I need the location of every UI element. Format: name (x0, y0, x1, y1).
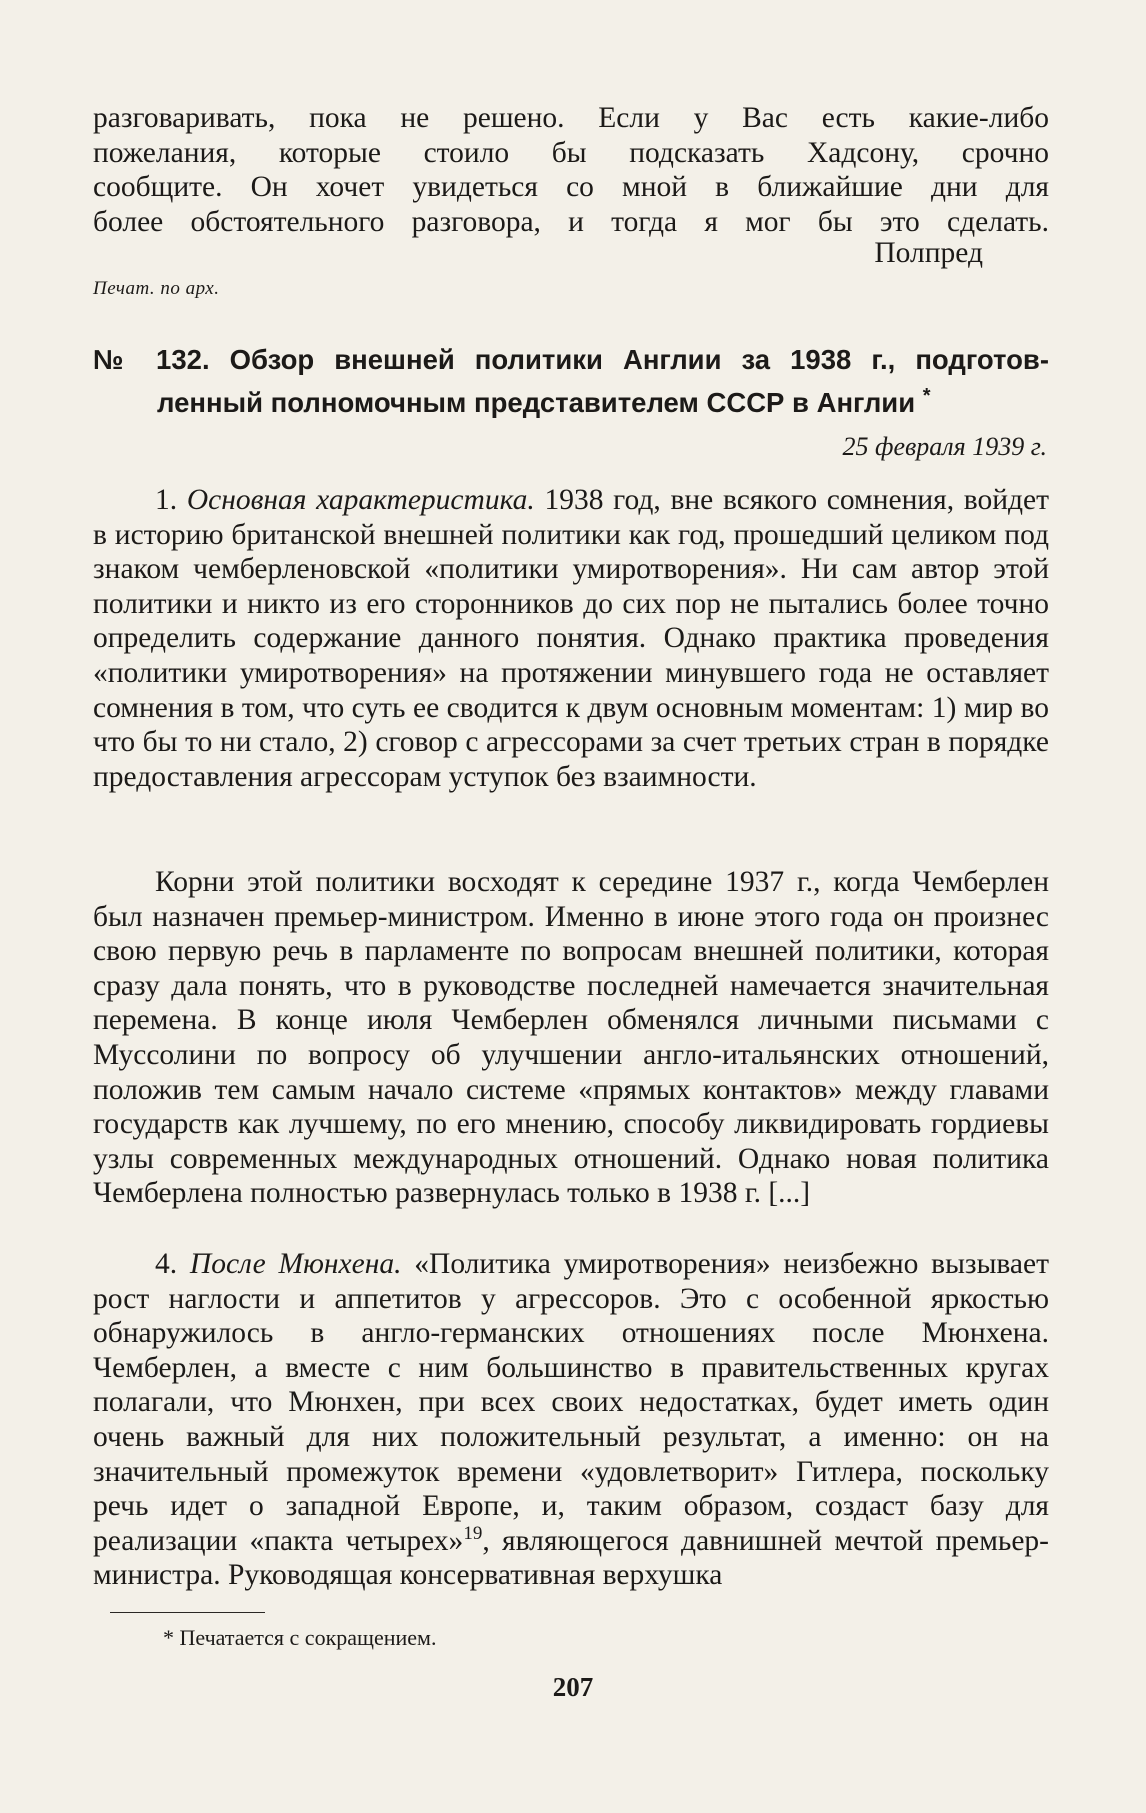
source-note: Печат. по арх. (93, 278, 220, 299)
footnote-rule (110, 1612, 265, 1613)
top-line-3: сообщите. Он хочет увидеться со мной в ближайшие дни для (93, 171, 1049, 204)
top-paragraph (93, 101, 1049, 239)
section-4-text-b: , являющегося давнишней мечтой премьер-министра. Руководящая консервативная верхушка (93, 1524, 1049, 1592)
section-4-paragraph (93, 1247, 1049, 1593)
page-number: 207 (552, 1672, 594, 1702)
top-line-1: разговаривать, пока не решено. Если у Вас есть какие-либо (93, 102, 1049, 134)
document-title (93, 342, 1049, 421)
paragraph-2 (93, 865, 1049, 1211)
signature-polpred: Полпред (874, 237, 983, 269)
title-asterisk: * (922, 385, 931, 407)
section-4-text-a: «Политика умиротворения» неизбежно вызывает рост наглости и аппетитов у агрессоров. Это с особенной яркостью обнаружилось в англо-германских отношениях после Мюнхена. Чемберлен, а вместе с ним большинство в правительственных кругах полагали, что Мюнхен, при всех своих недостатках, будет иметь один очень важный для них положительный результат, а именно: он на значительный промежуток времени «удовлетворит» Гитлера, поскольку речь идет о западной Европе, и, таким образом, создаст базу для реализации «пакта четырех» (93, 1248, 1050, 1557)
footnote: * Печатается с сокращением. (163, 1625, 437, 1650)
document-date: 25 февраля 1939 г. (842, 432, 1047, 461)
title-line-2 (93, 378, 1049, 421)
section-1-paragraph (93, 483, 1049, 794)
title-line-2-text: ленный полномочным представителем СССР в Англии (157, 387, 916, 419)
section-1-text: 1938 год, вне всякого сомнения, войдет в историю британской внешней политики как год, прошедший целиком под знаком чемберленовской «политики умиротворения». Ни сам автор этой политики и никто из его сторонников до сих пор не пытались более точно определить содержание данного понятия. Однако практика проведения «политики умиротворения» на протяжении минувшего года не оставляет сомнения в том, что суть ее сводится к двум основным моментам: 1) мир во что бы то ни стало, 2) сговор с агрессорами за счет третьих стран в порядке предоставления агрессорам уступок без взаимности. (93, 484, 1050, 793)
top-line-4: более обстоятельного разговора, и тогда я мог бы это сделать. (93, 205, 1049, 238)
title-line-1: № 132. Обзор внешней политики Англии за 1938 г., подготов- (93, 344, 1049, 375)
footnote-ref-19: 19 (463, 1522, 483, 1544)
section-1-number: 1. (155, 484, 178, 516)
section-4-heading: После Мюнхена. (189, 1248, 402, 1280)
section-4-number: 4. (155, 1248, 178, 1280)
section-1-heading: Основная характеристика. (186, 484, 535, 516)
paragraph-2-text: Корни этой политики восходят к середине 1937 г., когда Чемберлен был назначен премьер-министром. Именно в июне этого года он произнес свою первую речь в парламенте по вопросам внешней политики, которая сразу дала понять, что в руководстве последней намечается значительная перемена. В конце июля Чемберлен обменялся личными письмами с Муссолини по вопросу об улучшении англо-итальянских отношений, положив тем самым начало системе «прямых контактов» между главами государств как лучшему, по его мнению, способу ликвидировать гордиевы узлы современных международных отношений. Однако новая политика Чемберлена полностью развернулась только в 1938 г. [...] (93, 866, 1049, 1210)
top-line-2: пожелания, которые стоило бы подсказать Хадсону, срочно (93, 136, 1049, 169)
